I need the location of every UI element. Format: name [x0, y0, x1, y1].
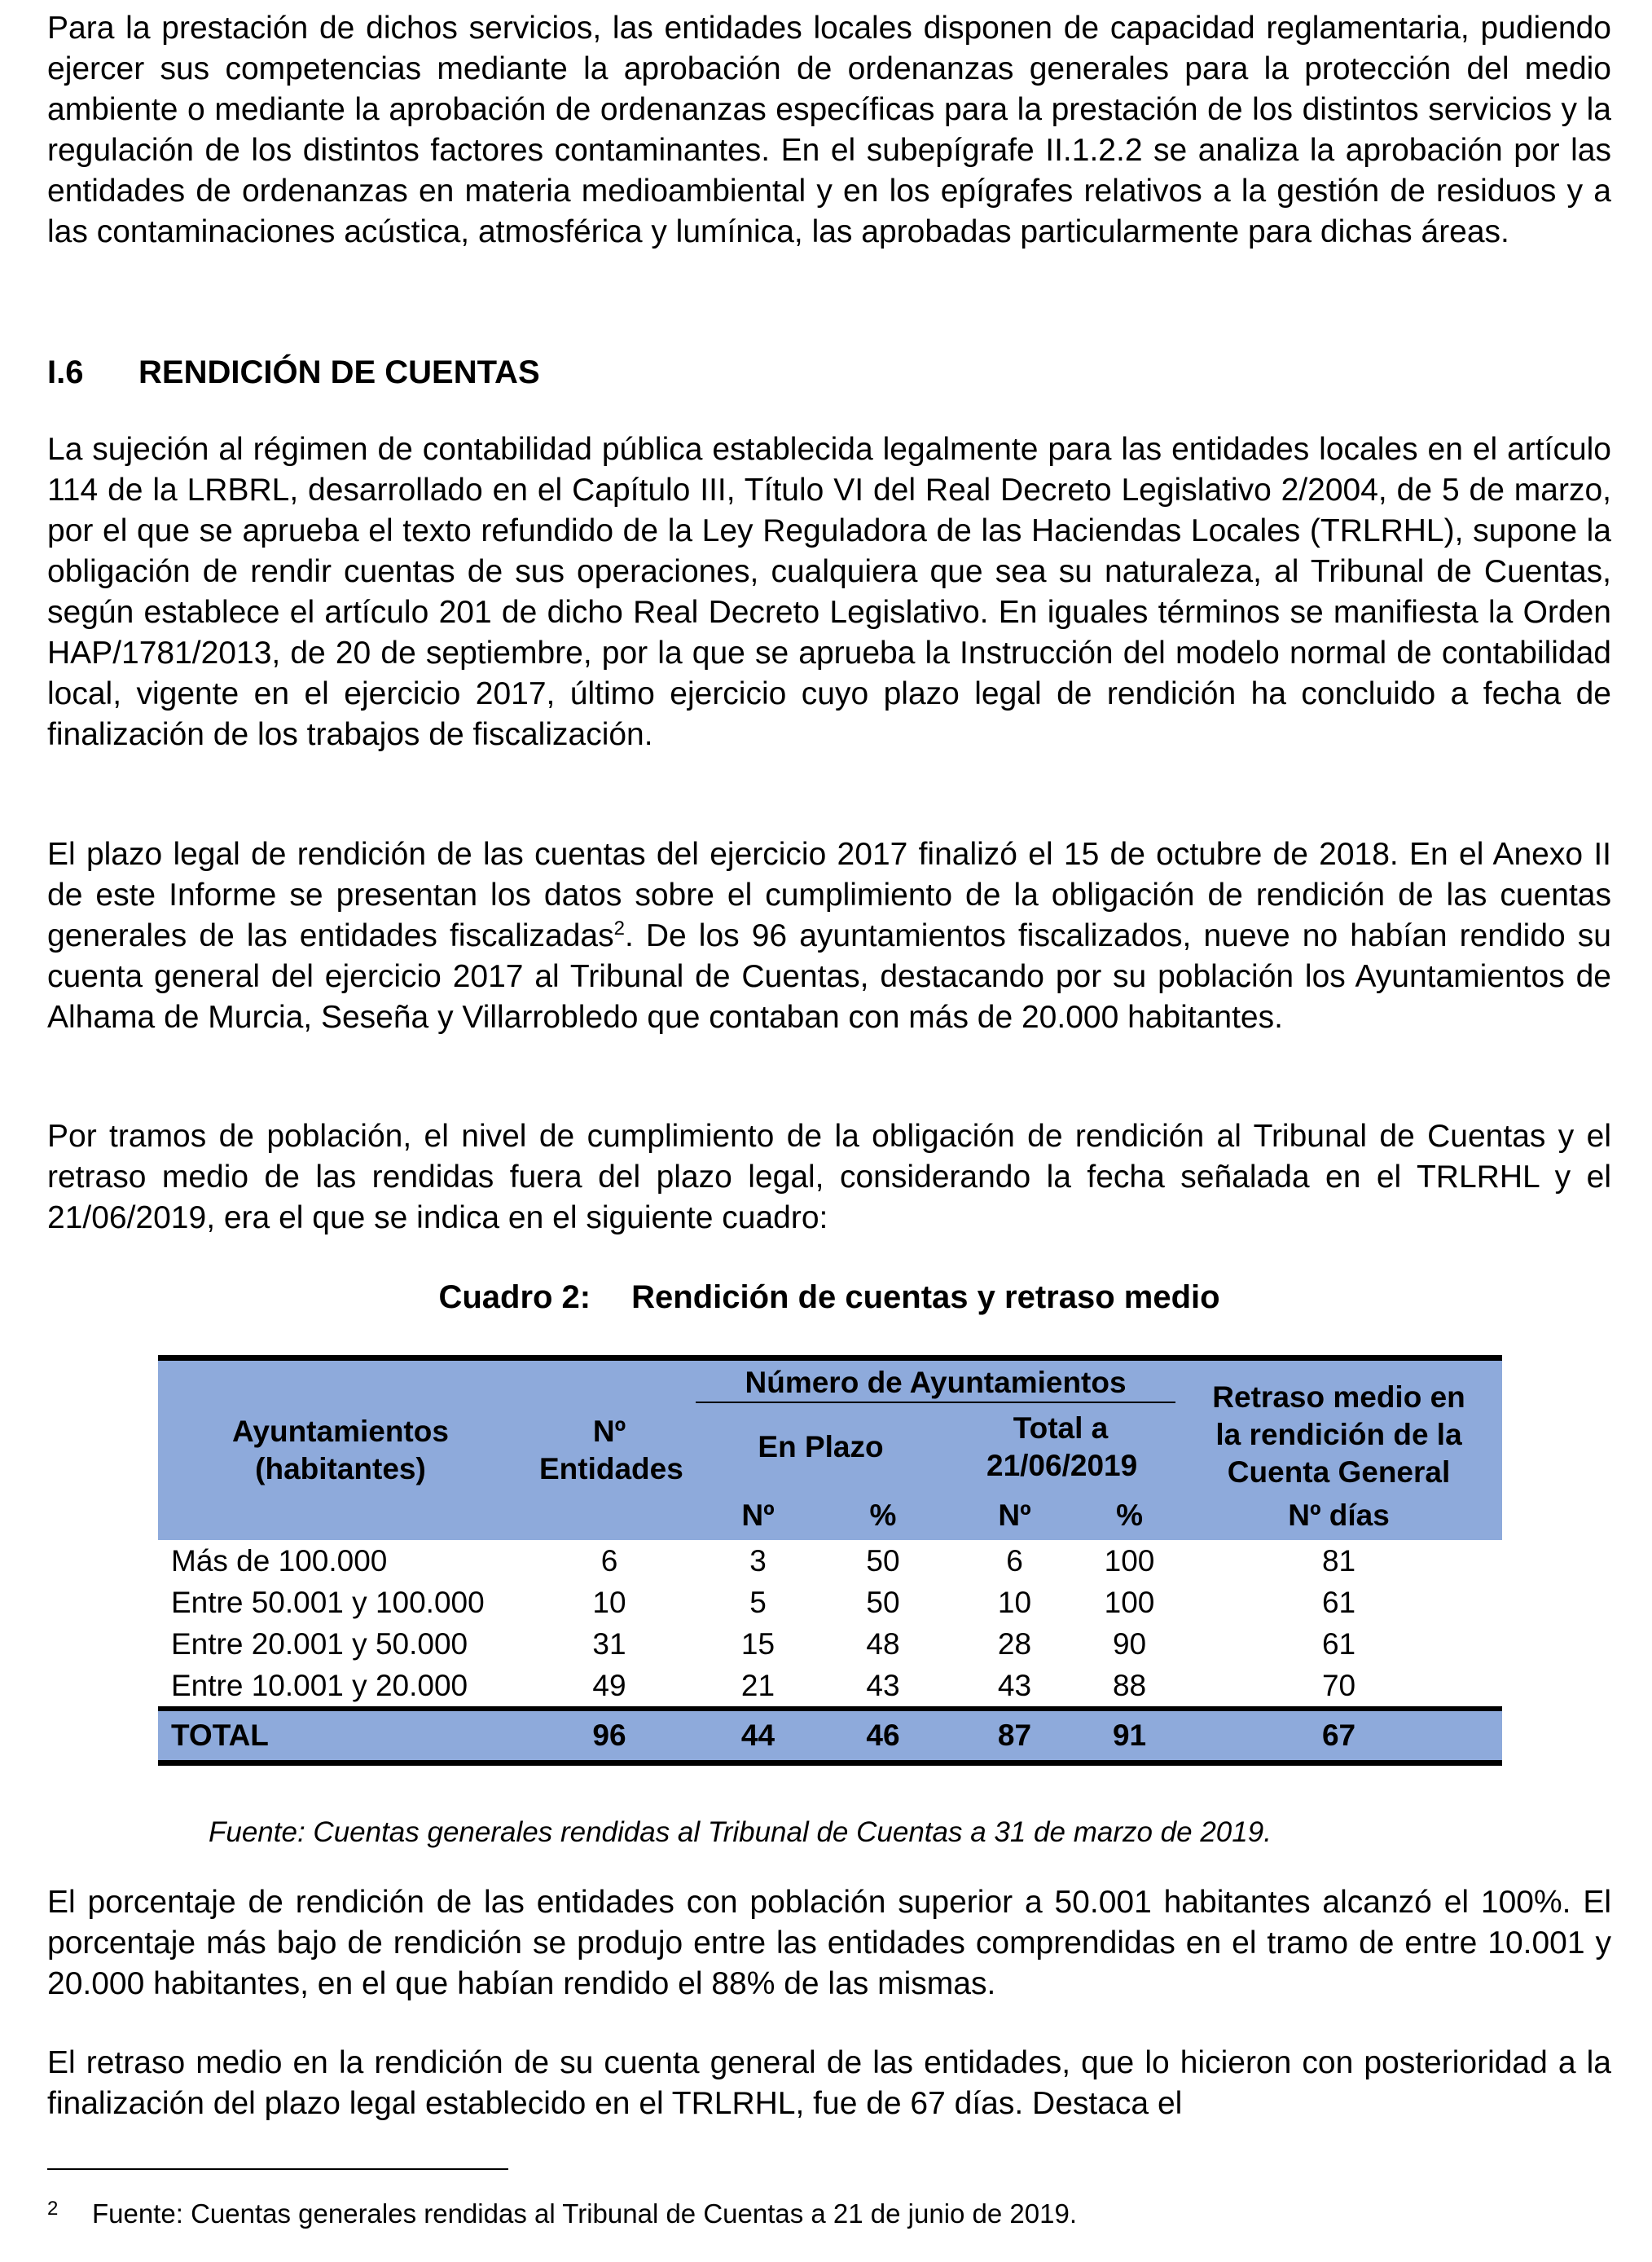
header-retraso: Retraso medio en la rendición de la Cuenta General: [1175, 1358, 1502, 1492]
row-label: Entre 50.001 y 100.000: [171, 1586, 485, 1619]
table-caption-label: Cuadro 2:: [438, 1279, 591, 1315]
paragraph-sujecion: La sujeción al régimen de contabilidad pública establecida legalmente para las entidades locales en el artículo 114 de la LRBRL, desarrollado en el Capítulo III, Título VI del Real Decreto Legislativo 2/2004, de 5 de marzo, por el que se aprueba el texto refundido de la Ley Reguladora de las Haciendas Locales (TRLRHL), supone la obligación de rendir cuentas de sus operaciones, cualquiera que sea su naturaleza, al Tribunal de Cuentas, según establece el artículo 201 de dicho Real Decreto Legislativo. En iguales términos se manifiesta la Orden HAP/1781/2013, de 20 de septiembre, por la que se aprueba la Instrucción del modelo normal de contabilidad local, vigente en el ejercicio 2017, último ejercicio cuyo plazo legal de rendición ha concluido a fecha de finalización de los trabajos de fiscalización.: [47, 432, 1611, 752]
paragraph-porcentaje: El porcentaje de rendición de las entidades con población superior a 50.001 habitantes alcanzó el 100%. El porcentaje más bajo de rendición se produjo entre las entidades comprendidas en el tramo de entre 10.001 y 20.000 habitantes, en el que habían rendido el 88% de las mismas.: [47, 1885, 1611, 2001]
paragraph-plazo-legal-part1: El plazo legal de rendición de las cuentas del ejercicio 2017 finalizó el 15 de octubre de 2018. En el Anexo II de este Informe se presentan los datos sobre el cumplimiento de la obligación de rendición de las cuentas generales de las entidades fiscalizadas: [47, 837, 1611, 953]
section-title: RENDICIÓN DE CUENTAS: [138, 354, 540, 390]
cell-entidades: 6: [600, 1544, 618, 1578]
cell-plazo-n: 15: [740, 1627, 775, 1661]
footnote-reference[interactable]: 2: [613, 918, 625, 940]
footnote-text: Fuente: Cuentas generales rendidas al Tribunal de Cuentas a 21 de junio de 2019.: [92, 2198, 1078, 2229]
paragraph-plazo-legal-part2: . De los 96 ayuntamientos fiscalizados, nueve no habían rendido su cuenta general del ejercicio 2017 al Tribunal de Cuentas, destacando por su población los Ayuntamientos de Alhama de Murcia, Seseña y Villarrobledo que contaban con más de 20.000 habitantes.: [47, 918, 1611, 1035]
total-entidades: 96: [523, 1709, 696, 1763]
table-row: [158, 1582, 1502, 1623]
header-ayuntamientos: Ayuntamientos (habitantes): [158, 1358, 523, 1541]
cell-dias: 61: [1321, 1586, 1356, 1619]
total-plazo-pct: 46: [820, 1709, 946, 1763]
table-caption-title: Rendición de cuentas y retraso medio: [631, 1279, 1220, 1315]
cell-plazo-pct: 50: [866, 1586, 900, 1619]
header-en-plazo: En Plazo: [696, 1402, 946, 1491]
paragraph-tramos: Por tramos de población, el nivel de cumplimiento de la obligación de rendición al Tribunal de Cuentas y el retraso medio de las rendidas fuera del plazo legal, considerando la fecha señalada en el TRLRHL y el 21/06/2019, era el que se indica en el siguiente cuadro:: [47, 1119, 1611, 1235]
footnote: [47, 2195, 1077, 2233]
cell-entidades: 31: [592, 1627, 626, 1661]
total-plazo-n: 44: [696, 1709, 820, 1763]
table-row: [158, 1540, 1502, 1582]
header-entidades: Nº Entidades: [523, 1358, 696, 1541]
rendicion-table-wrapper: [158, 1355, 1502, 1766]
header-plazo-pct: %: [820, 1491, 946, 1540]
total-total-n: 87: [946, 1709, 1083, 1763]
header-plazo-n: Nº: [696, 1491, 820, 1540]
cell-total-n: 6: [1006, 1544, 1023, 1578]
header-total: Total a 21/06/2019: [946, 1402, 1175, 1491]
cell-plazo-pct: 50: [866, 1544, 900, 1578]
table-row: [158, 1623, 1502, 1665]
cell-total-pct: 100: [1104, 1586, 1155, 1619]
header-total-n: Nº: [946, 1491, 1083, 1540]
cell-plazo-pct: 48: [866, 1627, 900, 1661]
cell-dias: 61: [1321, 1627, 1356, 1661]
table-total-row: [158, 1709, 1502, 1763]
footnote-mark: 2: [47, 2198, 59, 2220]
total-label: TOTAL: [158, 1709, 523, 1763]
cell-total-n: 43: [997, 1669, 1032, 1702]
cell-plazo-pct: 43: [866, 1669, 900, 1702]
paragraph-plazo-legal: [47, 834, 1611, 1038]
paragraph-ordenanzas: Para la prestación de dichos servicios, las entidades locales disponen de capacidad reglamentaria, pudiendo ejercer sus competencias mediante la aprobación de ordenanzas generales para la protección del medio ambiente o mediante la aprobación de ordenanzas específicas para la prestación de los distintos servicios y la regulación de los distintos factores contaminantes. En el subepígrafe II.1.2.2 se analiza la aprobación por las entidades de ordenanzas en materia medioambiental y en los epígrafes relativos a la gestión de residuos y a las contaminaciones acústica, atmosférica y lumínica, las aprobadas particularmente para dichas áreas.: [47, 11, 1611, 249]
cell-dias: 81: [1321, 1544, 1356, 1578]
row-label: Entre 20.001 y 50.000: [171, 1627, 468, 1661]
cell-plazo-n: 3: [749, 1544, 767, 1578]
row-label: Entre 10.001 y 20.000: [171, 1669, 468, 1702]
header-total-pct: %: [1083, 1491, 1175, 1540]
cell-total-pct: 100: [1104, 1544, 1155, 1578]
header-numero-ayuntamientos: Número de Ayuntamientos: [696, 1358, 1175, 1403]
cell-total-pct: 88: [1112, 1669, 1147, 1702]
cell-total-pct: 90: [1112, 1627, 1147, 1661]
section-heading: [47, 352, 540, 393]
header-dias: Nº días: [1175, 1491, 1502, 1540]
total-total-pct: 91: [1083, 1709, 1175, 1763]
cell-total-n: 10: [997, 1586, 1032, 1619]
row-label: Más de 100.000: [171, 1544, 388, 1578]
table-row: [158, 1665, 1502, 1709]
cell-dias: 70: [1321, 1669, 1356, 1702]
section-number: I.6: [47, 354, 84, 390]
total-dias: 67: [1175, 1709, 1502, 1763]
rendicion-table: [158, 1355, 1502, 1766]
table-caption: [47, 1277, 1611, 1318]
paragraph-retraso: El retraso medio en la rendición de su cuenta general de las entidades, que lo hicieron con posterioridad a la finalización del plazo legal establecido en el TRLRHL, fue de 67 días. Destaca el: [47, 2045, 1611, 2121]
cell-plazo-n: 5: [749, 1586, 767, 1619]
cell-total-n: 28: [997, 1627, 1032, 1661]
footnote-separator: [47, 2168, 508, 2170]
cell-entidades: 49: [592, 1669, 626, 1702]
table-source: Fuente: Cuentas generales rendidas al Tribunal de Cuentas a 31 de marzo de 2019.: [209, 1816, 1272, 1848]
cell-entidades: 10: [592, 1586, 626, 1619]
cell-plazo-n: 21: [740, 1669, 775, 1702]
